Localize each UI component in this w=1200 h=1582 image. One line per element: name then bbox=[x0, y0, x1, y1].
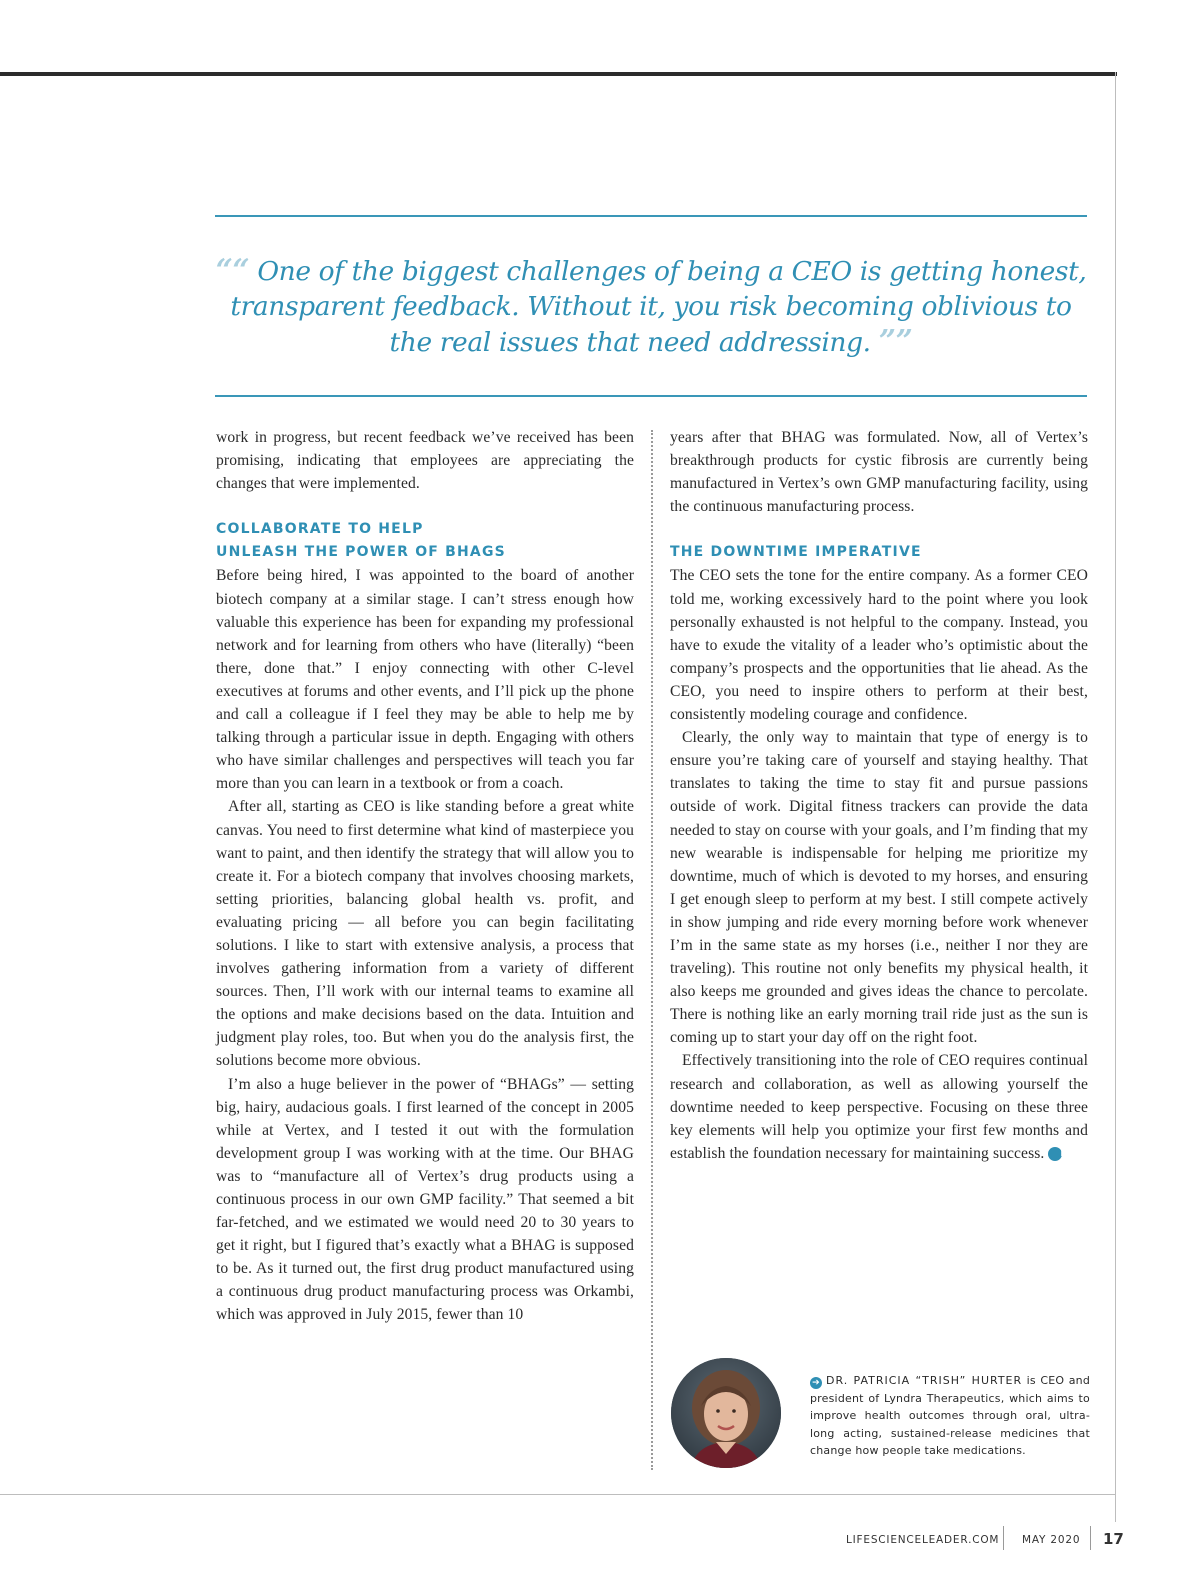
pullquote-text: One of the biggest challenges of being a CEO is getting honest, transparent feedback. Without it, you risk becoming oblivious to the real issues that need addressing. bbox=[230, 256, 1087, 358]
close-quote-icon: ”” bbox=[878, 324, 913, 359]
paragraph: years after that BHAG was formulated. Now, all of Vertex’s breakthrough products for cystic fibrosis are currently being manufactured in Vertex’s own GMP manufacturing facility, using the continuous manufacturing process. bbox=[670, 429, 1088, 516]
arrow-right-icon: ➔ bbox=[810, 1377, 822, 1389]
author-description: is CEO and president of Lyndra Therapeutics, which aims to improve health outcomes through oral, ultra-long acting, sustained-release medicines that change how people take medications. bbox=[810, 1374, 1090, 1457]
paragraph: Before being hired, I was appointed to the board of another biotech company at a similar stage. I can’t stress enough how valuable this experience has been for expanding my professional network and for learning from others who have (literally) “been there, done that.” I enjoy connecting with other C-level executives at forums and other events, and I’ll pick up the phone and call a colleague if I feel they may be able to help me by talking through a particular issue in depth. Engaging with others who have similar challenges and perspectives will teach you far more than you can learn in a textbook or from a coach. bbox=[216, 567, 634, 793]
open-quote-icon: ““ bbox=[215, 253, 250, 288]
paragraph: work in progress, but recent feedback we’ve received has been promising, indicating that employees are appreciating the changes that were implemented. bbox=[216, 429, 634, 493]
footer-separator bbox=[1090, 1526, 1091, 1550]
column-divider bbox=[651, 430, 653, 1470]
footer-site: LIFESCIENCELEADER.COM bbox=[846, 1534, 1000, 1546]
paragraph: After all, starting as CEO is like standing before a great white canvas. You need to first determine what kind of masterpiece you want to paint, and then identify the strategy that will allow you to create it. For a biotech company that involves choosing markets, setting priorities, balancing global health vs. profit, and evaluating pricing — all before you can begin facilitating solutions. I like to start with extensive analysis, a process that involves gathering information from a variety of different sources. Then, I’ll work with our internal teams to examine all the options and make decisions based on the data. Intuition and judgment play roles, too. But when you do the analysis first, the solutions become more obvious. bbox=[216, 798, 634, 1070]
right-margin-rule bbox=[1115, 72, 1116, 1522]
author-bio bbox=[810, 1372, 1090, 1460]
author-name: DR. PATRICIA “TRISH” HURTER bbox=[826, 1374, 1023, 1387]
section-heading: THE DOWNTIME IMPERATIVE bbox=[670, 544, 922, 561]
paragraph: I’m also a huge believer in the power of “BHAGs” — setting big, hairy, audacious goals. I first learned of the concept in 2005 while at Vertex, and I tested it out with the formulation development group I was working with at the time. Our BHAG was to “manufacture all of Vertex’s drug products using a continuous process in our own GMP facility.” That seemed a bit far-fetched, and we estimated we would need 20 to 30 years to get it right, but I figured that’s exactly what a BHAG is supposed to be. As it turned out, the first drug product manufactured using a continuous drug product manufacturing process was Orkambi, which was approved in July 2015, fewer than 10 bbox=[216, 1075, 634, 1324]
page-number: 17 bbox=[1103, 1530, 1124, 1548]
footer-date: MAY 2020 bbox=[1022, 1534, 1081, 1546]
paragraph: Clearly, the only way to maintain that type of energy is to ensure you’re taking care of yourself and staying healthy. That translates to taking the time to stay fit and pursue passions outside of work. Digital fitness trackers can provide the data needed to stay on course with your goals, and I’m finding that my new wearable is indispensable for helping me prioritize my downtime, much of which is devoted to my horses, and ensuring I get enough sleep to perform at my best. I still compete actively in show jumping and ride every morning before work whenever I’m in the same state as my horses (i.e., neither I nor they are traveling). This routine not only benefits my physical health, it also keeps me grounded and gives ideas the chance to percolate. There is nothing like an early morning trail ride just as the sun is coming up to start your day off on the right foot. bbox=[670, 729, 1088, 1047]
pullquote-bottom-rule bbox=[215, 395, 1087, 397]
end-mark-icon: L bbox=[1048, 1147, 1062, 1161]
bottom-rule bbox=[0, 1494, 1116, 1495]
pullquote bbox=[215, 253, 1087, 360]
section-heading: COLLABORATE TO HELP UNLEASH THE POWER OF BHAGS bbox=[216, 521, 506, 561]
author-photo bbox=[671, 1358, 781, 1468]
pullquote-top-rule bbox=[215, 215, 1087, 217]
top-rule bbox=[0, 72, 1117, 76]
paragraph: The CEO sets the tone for the entire company. As a former CEO told me, working excessively hard to the point where you look personally exhausted is not helpful to the company. Instead, you have to exude the vitality of a leader who’s optimistic about the company’s prospects and the opportunities that lie ahead. As the CEO, you need to inspire others to perform at their best, consistently modeling courage and confidence. bbox=[670, 567, 1088, 724]
paragraph: Effectively transitioning into the role of CEO requires continual research and collaboration, as well as allowing yourself the downtime needed to keep perspective. Focusing on these three key elements will help you optimize your first few months and establish the foundation necessary for maintaining success. L bbox=[670, 1052, 1088, 1162]
footer-separator bbox=[1003, 1526, 1004, 1550]
right-column bbox=[670, 426, 1088, 1165]
left-column bbox=[216, 426, 634, 1327]
